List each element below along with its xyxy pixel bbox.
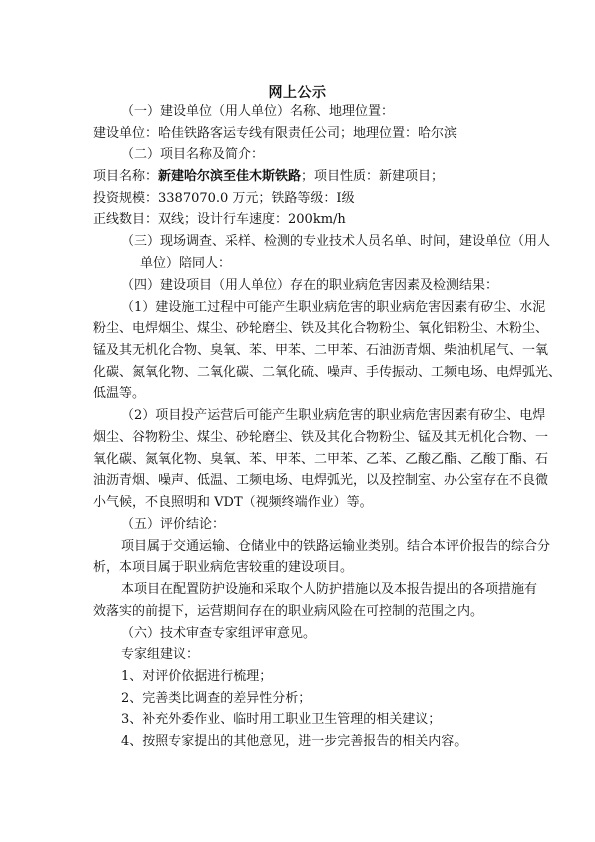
section-6-heading: （六）技术审查专家组评审意见。 bbox=[121, 626, 317, 641]
s5-p2-line: 效落实的前提下，运营期间存在的职业病风险在可控制的范围之内。 bbox=[93, 604, 484, 619]
project-name-prefix: 项目名称： bbox=[93, 169, 159, 184]
section-1-line: 建设单位：哈佳铁路客运专线有限责任公司；地理位置：哈尔滨 bbox=[93, 126, 458, 141]
list-item: 1、对评价依据进行梳理； bbox=[121, 669, 273, 684]
s4-p2-line: 烟尘、谷物粉尘、煤尘、砂轮磨尘、铁及其化合物粉尘、锰及其无机化合物、一 bbox=[93, 430, 549, 445]
s4-p1-line: 低温等。 bbox=[93, 386, 146, 401]
s4-p2-line: 氧化碳、氮氧化物、臭氧、苯、甲苯、二甲苯、乙苯、乙酸乙酯、乙酸丁酯、石 bbox=[93, 452, 549, 467]
s5-p2-line: 本项目在配置防护设施和采取个人防护措施以及本报告提出的各项措施有 bbox=[121, 582, 538, 597]
expert-suggestion-label: 专家组建议： bbox=[121, 647, 200, 662]
section-1-heading: （一）建设单位（用人单位）名称、地理位置： bbox=[121, 104, 395, 119]
section-5-heading: （五）评价结论： bbox=[121, 517, 226, 532]
s4-p2-line: 小气候，不良照明和 VDT（视频终端作业）等。 bbox=[93, 495, 373, 510]
project-name-suffix: ；项目性质：新建项目； bbox=[301, 169, 445, 184]
project-name-bold: 新建哈尔滨至佳木斯铁路 bbox=[158, 169, 302, 184]
s5-p1-line: 析，本项目属于职业病危害较重的建设项目。 bbox=[93, 560, 354, 575]
list-item: 2、完善类比调查的差异性分析； bbox=[121, 691, 312, 706]
s4-p2-line: 油沥青烟、噪声、低温、工频电场、电焊弧光，以及控制室、办公室存在不良微 bbox=[93, 473, 549, 488]
s4-p1-line: 锰及其无机化合物、臭氧、苯、甲苯、二甲苯、石油沥青烟、柴油机尾气、一氧 bbox=[93, 343, 549, 358]
s4-p1-line: 粉尘、电焊烟尘、煤尘、砂轮磨尘、铁及其化合物粉尘、氧化铝粉尘、木粉尘、 bbox=[93, 321, 549, 336]
s4-p2-line: （2）项目投产运营后可能产生职业病危害的职业病危害因素有矽尘、电焊 bbox=[121, 408, 546, 423]
s5-p1-line: 项目属于交通运输、仓储业中的铁路运输业类别。结合本评价报告的综合分 bbox=[121, 539, 551, 554]
project-name-line bbox=[93, 169, 444, 185]
page-title: 网上公示 bbox=[268, 85, 327, 101]
section-2-heading: （二）项目名称及简介： bbox=[121, 147, 265, 162]
section-3-heading-1: （三）现场调查、采样、检测的专业技术人员名单、时间，建设单位（用人 bbox=[121, 234, 551, 249]
investment-line: 投资规模：3387070.0 万元；铁路等级：Ⅰ级 bbox=[93, 191, 355, 206]
list-item: 3、补充外委作业、临时用工职业卫生管理的相关建议； bbox=[121, 712, 442, 727]
s4-p1-line: 化碳、氮氧化物、二氧化碳、二氧化硫、噪声、手传振动、工频电场、电焊弧光、 bbox=[93, 365, 562, 380]
section-3-heading-2: 单位）陪同人： bbox=[140, 256, 232, 271]
track-line: 正线数目：双线；设计行车速度：200km/h bbox=[93, 212, 346, 227]
list-item: 4、按照专家提出的其他意见，进一步完善报告的相关内容。 bbox=[121, 734, 468, 749]
section-4-heading: （四）建设项目（用人单位）存在的职业病危害因素及检测结果： bbox=[121, 278, 499, 293]
s4-p1-line: （1）建设施工过程中可能产生职业病危害的职业病危害因素有矽尘、水泥 bbox=[121, 300, 546, 315]
